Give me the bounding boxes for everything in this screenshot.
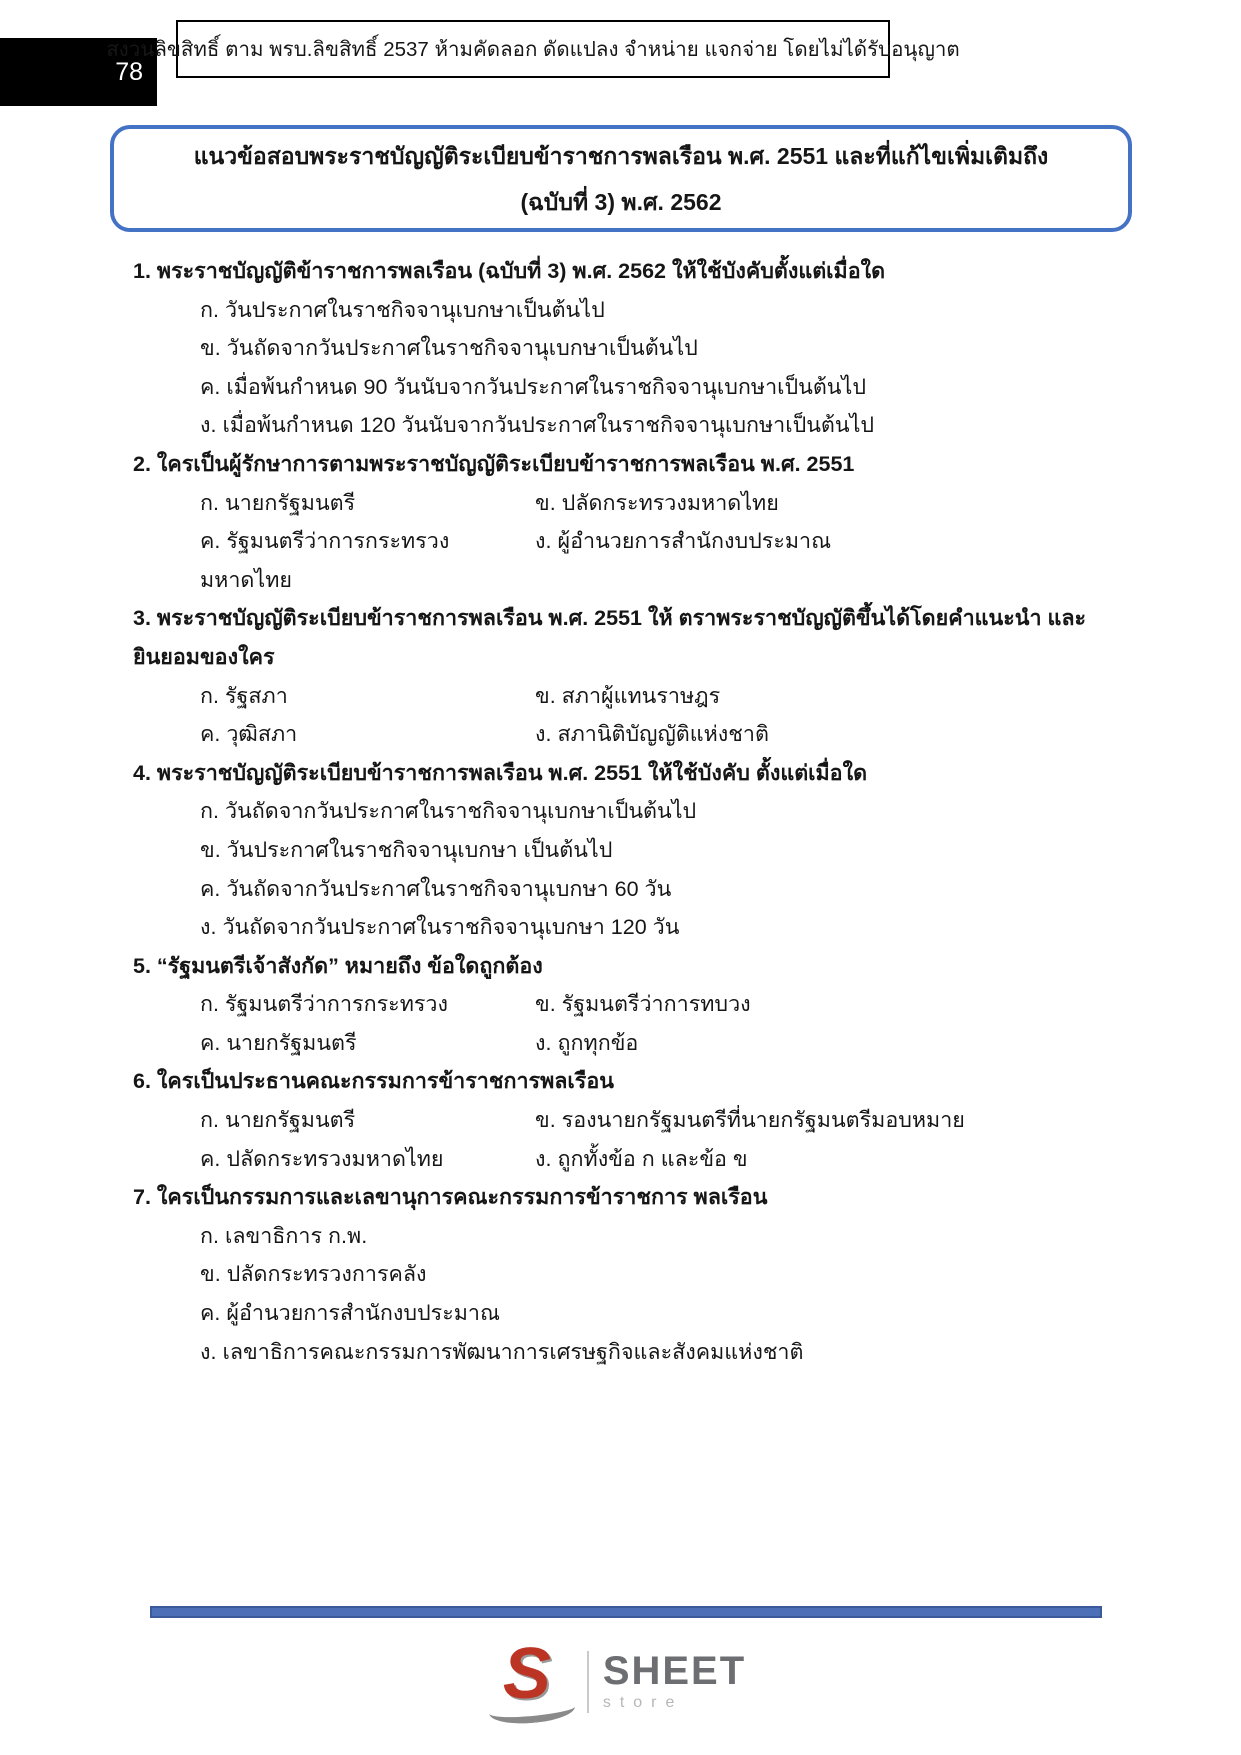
option-text: ปลัดกระทรวงมหาดไทย xyxy=(226,1146,444,1171)
option-text: นายกรัฐมนตรี xyxy=(225,490,356,515)
question-text: 2. ใครเป็นผู้รักษาการตามพระราชบัญญัติระเบียบข้าราชการพลเรือน พ.ศ. 2551 xyxy=(133,451,855,476)
question-2 xyxy=(133,445,1125,599)
option-text: รองนายกรัฐมนตรีที่นายกรัฐมนตรีมอบหมาย xyxy=(561,1108,965,1133)
question-text: 4. พระราชบัญญัติระเบียบข้าราชการพลเรือน พ.ศ. 2551 ให้ใช้บังคับ ตั้งแต่เมื่อใด xyxy=(133,760,868,785)
option-ค xyxy=(200,1140,535,1179)
option-label: ข. xyxy=(535,683,556,708)
s-letter: S xyxy=(502,1634,551,1714)
option-ข xyxy=(535,484,1125,523)
option-text: รัฐมนตรีว่าการกระทรวงมหาดไทย xyxy=(200,529,450,592)
option-ค xyxy=(200,1024,535,1063)
option-text: รัฐมนตรีว่าการกระทรวง xyxy=(225,992,448,1017)
option-ก xyxy=(133,1217,1125,1256)
option-label: ก. xyxy=(200,297,219,322)
option-label: ง. xyxy=(535,529,552,554)
option-label: ค. xyxy=(200,1030,221,1055)
option-text: วันถัดจากวันประกาศในราชกิจจานุเบกษา 120 วัน xyxy=(222,915,680,940)
option-stack xyxy=(133,792,1125,946)
question-text: 5. “รัฐมนตรีเจ้าสังกัด” หมายถึง ข้อใดถูกต้อง xyxy=(133,953,543,978)
option-ข xyxy=(535,985,1125,1024)
option-ข xyxy=(535,677,1125,716)
option-text: วันประกาศในราชกิจจานุเบกษา เป็นต้นไป xyxy=(226,837,613,862)
option-ค xyxy=(200,715,535,754)
option-text: สภานิติบัญญัติแห่งชาติ xyxy=(557,722,769,747)
option-row xyxy=(133,484,1125,523)
logo-swoosh xyxy=(488,1693,576,1728)
option-label: ก. xyxy=(200,992,219,1017)
question-3 xyxy=(133,599,1125,753)
option-ง xyxy=(133,1333,1125,1372)
option-ค xyxy=(200,522,535,599)
question-1 xyxy=(133,252,1125,445)
option-label: ง. xyxy=(200,915,217,940)
option-text: รัฐสภา xyxy=(225,683,288,708)
option-label: ค. xyxy=(200,722,221,747)
option-ข xyxy=(133,329,1125,368)
s-mark-icon xyxy=(495,1634,573,1725)
option-ค xyxy=(133,368,1125,407)
option-ง xyxy=(133,406,1125,445)
option-text: เมื่อพ้นกำหนด 120 วันนับจากวันประกาศในราชกิจจานุเบกษาเป็นต้นไป xyxy=(222,413,875,438)
option-label: ก. xyxy=(200,1108,219,1133)
option-ง xyxy=(535,522,1125,599)
question-5 xyxy=(133,947,1125,1063)
option-text: ถูกทุกข้อ xyxy=(557,1030,639,1055)
option-ค xyxy=(133,1294,1125,1333)
question-text: 6. ใครเป็นประธานคณะกรรมการข้าราชการพลเรือน xyxy=(133,1069,614,1094)
option-ค xyxy=(133,870,1125,909)
page-number: 78 xyxy=(115,57,143,86)
option-label: ง. xyxy=(535,1146,552,1171)
questions xyxy=(133,252,1125,1371)
option-label: ค. xyxy=(200,529,221,554)
option-ก xyxy=(200,985,535,1024)
option-label: ง. xyxy=(535,1030,552,1055)
question-text: 1. พระราชบัญญัติข้าราชการพลเรือน (ฉบับที่ 3) พ.ศ. 2562 ให้ใช้บังคับตั้งแต่เมื่อใด xyxy=(133,259,886,283)
option-stack xyxy=(133,1217,1125,1371)
sheet-store-logo xyxy=(0,1632,1241,1732)
option-row xyxy=(133,985,1125,1024)
option-text: สภาผู้แทนราษฎร xyxy=(561,683,721,708)
question-7 xyxy=(133,1178,1125,1371)
option-text: วันถัดจากวันประกาศในราชกิจจานุเบกษาเป็นต้นไป xyxy=(225,799,697,824)
option-text: วันประกาศในราชกิจจานุเบกษาเป็นต้นไป xyxy=(225,297,605,322)
option-text: ผู้อำนวยการสำนักงบประมาณ xyxy=(226,1301,500,1326)
logo-divider xyxy=(587,1651,589,1713)
option-label: ข. xyxy=(535,490,556,515)
option-text: ปลัดกระทรวงการคลัง xyxy=(226,1262,427,1287)
option-row xyxy=(133,1024,1125,1063)
option-label: ค. xyxy=(200,1301,221,1326)
question-text: 7. ใครเป็นกรรมการและเลขานุการคณะกรรมการข้าราชการ พลเรือน xyxy=(133,1185,768,1210)
option-row xyxy=(133,715,1125,754)
option-text: วันถัดจากวันประกาศในราชกิจจานุเบกษา 60 วัน xyxy=(226,876,672,901)
option-text: รัฐมนตรีว่าการทบวง xyxy=(561,992,751,1017)
option-row xyxy=(133,522,1125,599)
option-label: ก. xyxy=(200,799,219,824)
option-label: ข. xyxy=(200,837,221,862)
option-label: ก. xyxy=(200,683,219,708)
option-label: ก. xyxy=(200,490,219,515)
option-ก xyxy=(200,677,535,716)
option-label: ข. xyxy=(535,1108,556,1133)
option-text: นายกรัฐมนตรี xyxy=(225,1108,356,1133)
option-text: ผู้อำนวยการสำนักงบประมาณ xyxy=(557,529,832,554)
option-label: ง. xyxy=(200,413,217,438)
option-text: เลขาธิการ ก.พ. xyxy=(225,1223,368,1248)
option-ง xyxy=(133,908,1125,947)
option-label: ค. xyxy=(200,374,221,399)
option-label: ข. xyxy=(200,1262,221,1287)
option-ก xyxy=(133,792,1125,831)
brand-subtitle: store xyxy=(602,1694,684,1711)
option-text: เมื่อพ้นกำหนด 90 วันนับจากวันประกาศในราชกิจจานุเบกษาเป็นต้นไป xyxy=(226,374,866,399)
option-ง xyxy=(535,1024,1125,1063)
option-text: เลขาธิการคณะกรรมการพัฒนาการเศรษฐกิจและสังคมแห่งชาติ xyxy=(222,1339,804,1364)
option-text: ปลัดกระทรวงมหาดไทย xyxy=(561,490,779,515)
option-row xyxy=(133,677,1125,716)
option-label: ข. xyxy=(200,336,221,361)
option-label: ก. xyxy=(200,1223,219,1248)
brand-name: SHEET xyxy=(602,1649,747,1693)
option-label: ข. xyxy=(535,992,556,1017)
question-6 xyxy=(133,1062,1125,1178)
option-ก xyxy=(200,1101,535,1140)
option-row xyxy=(133,1140,1125,1179)
exam-title-box xyxy=(110,125,1132,232)
option-label: ง. xyxy=(535,722,552,747)
option-ก xyxy=(200,484,535,523)
option-label: ค. xyxy=(200,1146,221,1171)
copyright-text: สงวนลิขสิทธิ์ ตาม พรบ.ลิขสิทธิ์ 2537 ห้ามคัดลอก ดัดแปลง จำหน่าย แจกจ่าย โดยไม่ได้รับอนุญาต xyxy=(106,37,960,61)
logo-text xyxy=(603,1650,746,1714)
question-4 xyxy=(133,754,1125,947)
option-ข xyxy=(133,1255,1125,1294)
option-ก xyxy=(133,291,1125,330)
exam-title: แนวข้อสอบพระราชบัญญัติระเบียบข้าราชการพลเรือน พ.ศ. 2551 และที่แก้ไขเพิ่มเติมถึง (ฉบับที่ 3) พ.ศ. 2562 xyxy=(193,142,1049,215)
option-text: วันถัดจากวันประกาศในราชกิจจานุเบกษาเป็นต้นไป xyxy=(226,336,698,361)
option-ง xyxy=(535,1140,1125,1179)
footer-divider-bar xyxy=(150,1606,1102,1618)
option-ง xyxy=(535,715,1125,754)
option-ข xyxy=(535,1101,1125,1140)
option-row xyxy=(133,1101,1125,1140)
option-ข xyxy=(133,831,1125,870)
option-label: ค. xyxy=(200,876,221,901)
option-text: ถูกทั้งข้อ ก และข้อ ข xyxy=(557,1146,748,1171)
question-text: 3. พระราชบัญญัติระเบียบข้าราชการพลเรือน พ.ศ. 2551 ให้ ตราพระราชบัญญัติขึ้นได้โดยคำแนะนำ และยินยอมของใคร xyxy=(133,606,1087,669)
option-text: นายกรัฐมนตรี xyxy=(226,1030,357,1055)
option-label: ง. xyxy=(200,1339,217,1364)
option-stack xyxy=(133,291,1125,445)
option-text: วุฒิสภา xyxy=(226,722,298,747)
